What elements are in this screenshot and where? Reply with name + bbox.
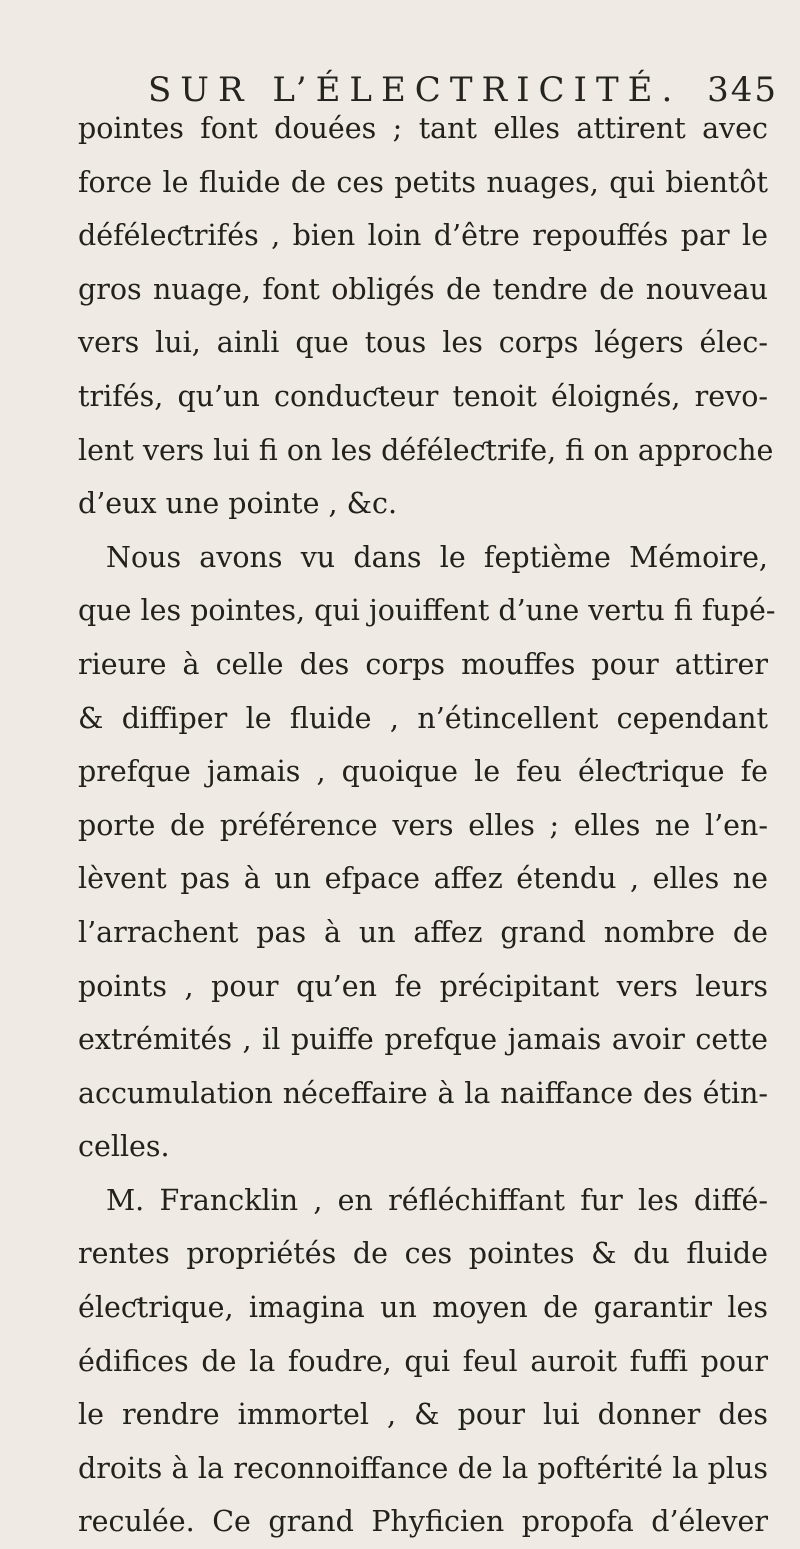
running-title: SUR L’ÉLECTRICITÉ. <box>148 70 682 110</box>
text-line: porte de préférence vers elles ; elles ne l’en- <box>78 808 768 842</box>
text-line: celles. <box>78 1130 170 1164</box>
text-line: extrémités , il puiffe prefque jamais avoir cette <box>78 1023 768 1057</box>
text-line: que les pointes, qui jouiffent d’une vertu fi fupé- <box>78 594 776 628</box>
text-line: gros nuage, font obligés de tendre de nouveau <box>78 272 768 306</box>
text-line: trifés, qu’un conduƈteur tenoit éloignés, revo- <box>78 379 768 413</box>
text-line: lèvent pas à un efpace affez étendu , elles ne <box>78 862 768 896</box>
text-line: droits à la reconnoiffance de la poftérité la plus <box>78 1451 768 1485</box>
text-line: le rendre immortel , & pour lui donner des <box>78 1398 768 1432</box>
text-line: & diffiper le fluide , n’étincellent cependant <box>78 701 768 735</box>
text-line: accumulation néceffaire à la naiffance des étin- <box>78 1076 768 1110</box>
text-line: prefque jamais , quoique le feu éleƈtrique fe <box>78 755 768 789</box>
text-line: rieure à celle des corps mouffes pour attirer <box>78 647 768 681</box>
text-line: lent vers lui fi on les déféleƈtrife, fi on approche <box>78 433 774 467</box>
text-line: l’arrachent pas à un affez grand nombre de <box>78 915 768 949</box>
text-line: points , pour qu’en fe précipitant vers leurs <box>78 969 768 1003</box>
page-number: 345 <box>707 70 778 110</box>
text-line: reculée. Ce grand Phyficien propofa d’élever <box>78 1505 768 1539</box>
text-line: vers lui, ainli que tous les corps légers élec- <box>78 326 768 360</box>
text-line: éleƈtrique, imagina un moyen de garantir les <box>78 1291 768 1325</box>
text-line: Nous avons vu dans le feptième Mémoire, <box>106 540 768 574</box>
text-line: déféleƈtrifés , bien loin d’être repouffés par le <box>78 219 768 253</box>
text-line: rentes propriétés de ces pointes & du fluide <box>78 1237 768 1271</box>
text-line: M. Francklin , en réfléchiffant fur les diffé- <box>106 1183 768 1217</box>
body-text <box>78 102 776 1549</box>
text-line: force le fluide de ces petits nuages, qui bientôt <box>78 165 768 199</box>
text-line: édifices de la foudre, qui feul auroit fuffi pour <box>78 1344 768 1378</box>
text-line: pointes font douées ; tant elles attirent avec <box>78 112 768 145</box>
text-line: d’eux une pointe , &c. <box>78 487 398 521</box>
